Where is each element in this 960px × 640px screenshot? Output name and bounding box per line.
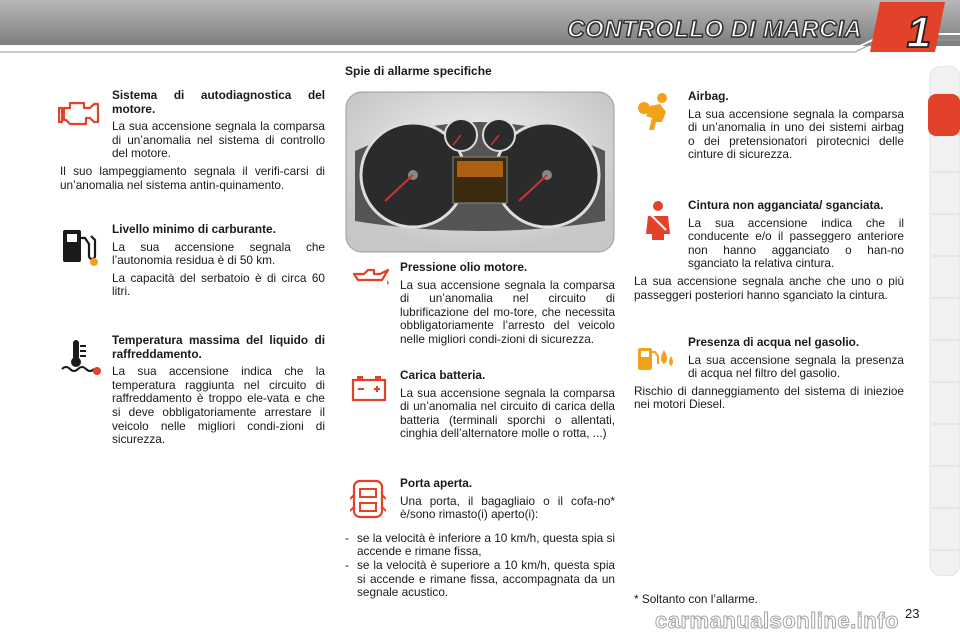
watermark: carmanualsonline.info xyxy=(655,608,899,633)
water-in-fuel-text2: Rischio di danneggiamento del sistema di iniezioe nei motori Diesel. xyxy=(634,383,904,412)
water-in-fuel-block xyxy=(634,336,904,416)
fuel-level-text1: La sua accensione segnala che l’autonomia residua è di 50 km. xyxy=(112,239,325,268)
side-tabs-graphic xyxy=(928,66,960,576)
door-open-list-text: se la velocità è superiore a 10 km/h, questa spia si accende e rimane fissa, accompagnata da un segnale acustico. xyxy=(357,557,615,600)
oil-pressure-title: Pressione olio motore. xyxy=(400,260,528,274)
fuel-level-text2: La capacità del serbatoio è di circa 60 litri. xyxy=(112,270,325,299)
oil-pressure-block xyxy=(345,261,615,351)
airbag-title: Airbag. xyxy=(688,89,729,103)
coolant-temperature-text: La sua accensione indica che la temperatura raggiunta nel circuito di raffreddamento è troppo ele-vata e che si deve obbligatoriamente arrestare il veicolo nelle migliori condi-zioni di sicurezza. xyxy=(112,364,325,447)
seatbelt-title: Cintura non agganciata/ sganciata. xyxy=(688,198,884,212)
battery-charge-block xyxy=(345,369,615,445)
seatbelt-block xyxy=(634,199,904,306)
airbag-block xyxy=(634,90,904,166)
list-dash: - xyxy=(345,557,349,572)
engine-diagnostics-title: Sistema di autodiagnostica del motore. xyxy=(112,88,325,116)
door-open-text: Una porta, il bagagliaio o il cofa-no* è/sono rimasto(i) aperto(i): xyxy=(400,493,615,522)
engine-diagnostics-block xyxy=(60,89,325,196)
instrument-cluster-image xyxy=(345,91,615,253)
water-in-fuel-text1: La sua accensione segnala la presenza di acqua nel filtro del gasolio. xyxy=(688,352,904,381)
coolant-temperature-title: Temperatura massima del liquido di raffreddamento. xyxy=(112,333,325,361)
seatbelt-text1: La sua accensione indica che il conducente e/o il passeggero anteriore non hanno agganciato o han-no sganciato la relativa cintura. xyxy=(688,215,904,271)
door-open-list-item xyxy=(345,532,615,559)
battery-charge-title: Carica batteria. xyxy=(400,368,486,382)
door-open-list-text: se la velocità è inferiore a 10 km/h, questa spia si accende e rimane fissa, xyxy=(357,530,615,559)
oil-pressure-text: La sua accensione segnala la comparsa di un’anomalia nel circuito di lubrificazione del mo-tore, che necessita obbligatoriamente l’arresto del veicolo nelle migliori condi-zioni di sicurezza. xyxy=(400,277,615,346)
fuel-level-title: Livello minimo di carburante. xyxy=(112,222,276,236)
page-header xyxy=(0,0,960,60)
door-open-title: Porta aperta. xyxy=(400,476,473,490)
fuel-level-block xyxy=(60,223,325,303)
footnote: * Soltanto con l’allarme. xyxy=(634,592,758,606)
section-heading: Spie di allarme specifiche xyxy=(345,64,492,78)
list-dash: - xyxy=(345,530,349,545)
airbag-text: La sua accensione segnala la comparsa di un’anomalia in uno dei sistemi airbag o dei pretensionatori pirotecnici delle cinture di sicurezza. xyxy=(688,106,904,162)
coolant-temperature-block xyxy=(60,334,325,451)
water-in-fuel-title: Presenza di acqua nel gasolio. xyxy=(688,335,860,349)
chapter-side-tabs xyxy=(928,66,960,576)
page-title: CONTROLLO DI MARCIA xyxy=(567,16,862,43)
page-number: 23 xyxy=(905,606,920,621)
door-open-block xyxy=(345,477,615,600)
battery-charge-text: La sua accensione segnala la comparsa di un’anomalia nel circuito di carica della batteria (terminali sporchi o allentati, cinghia dell’alternatore molle o rotta, ...) xyxy=(400,385,615,441)
chapter-number: 1 xyxy=(906,8,932,57)
engine-diagnostics-text1: La sua accensione segnala la comparsa di un’anomalia nel sistema di controllo del motore. xyxy=(112,119,325,161)
engine-diagnostics-text2: Il suo lampeggiamento segnala il verifi-carsi di un’anomalia nel sistema antin-quinamento. xyxy=(60,163,325,192)
door-open-list-item xyxy=(345,559,615,600)
seatbelt-text2: La sua accensione segnala anche che uno o più passeggeri posteriori hanno sganciato la cintura. xyxy=(634,273,904,302)
